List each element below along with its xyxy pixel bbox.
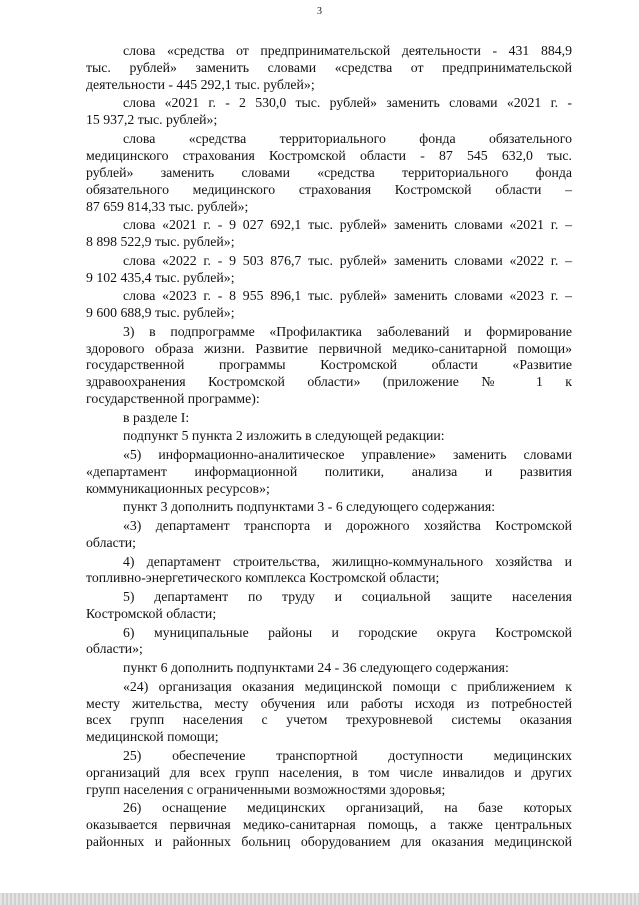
document-line: рублей» заменить словами «средства территориального фонда (86, 164, 572, 180)
document-line: 4) департамент строительства, жилищно-коммунального хозяйства и (123, 553, 572, 569)
scan-edge-strip (0, 893, 639, 905)
document-line: районных и районных больниц оборудованием для оказания медицинской (86, 834, 572, 850)
document-line: Костромской области; (86, 605, 217, 621)
document-line: 25) обеспечение транспортной доступности медицинских (123, 747, 572, 763)
document-line: области; (86, 534, 136, 550)
document-line: здравоохранения Костромской области» (приложение № 1 к (86, 374, 572, 390)
document-line: области»; (86, 641, 143, 657)
document-line: топливно-энергетического комплекса Костромской области; (86, 570, 440, 586)
document-line: слова «средства от предпринимательской деятельности - 431 884,9 (123, 43, 572, 58)
document-line: обязательного медицинского страхования Костромской области – (86, 181, 572, 197)
document-line: организаций для всех групп населения, в том числе инвалидов и других (86, 764, 572, 780)
document-line: 26) оснащение медицинских организаций, на базе которых (123, 800, 572, 816)
document-line: 15 937,2 тыс. рублей»; (86, 112, 218, 128)
document-line: медицинской помощи; (86, 729, 219, 745)
document-line: всех групп населения с учетом трехуровневой системы оказания (86, 712, 572, 728)
document-line: пункт 6 дополнить подпунктами 24 - 36 следующего содержания: (123, 660, 509, 676)
document-line: слова «средства территориального фонда обязательного (123, 130, 572, 146)
document-line: 87 659 814,33 тыс. рублей»; (86, 198, 249, 214)
document-body (86, 43, 572, 851)
document-line: «24) организация оказания медицинской помощи с приближением к (123, 678, 572, 694)
document-line: 3) в подпрограмме «Профилактика заболеваний и формирование (123, 323, 572, 339)
document-line: «3) департамент транспорта и дорожного хозяйства Костромской (123, 518, 572, 534)
document-line: пункт 3 дополнить подпунктами 3 - 6 следующего содержания: (123, 499, 496, 515)
document-line: деятельности - 445 292,1 тыс. рублей»; (86, 76, 315, 92)
document-line: в разделе I: (123, 409, 190, 425)
document-line: здорового образа жизни. Развитие первичной медико-санитарной помощи» (86, 340, 572, 356)
document-line: государственной программе): (86, 391, 260, 407)
document-line: слова «2021 г. - 9 027 692,1 тыс. рублей» заменить словами «2021 г. – (123, 217, 572, 233)
document-line: групп населения с ограниченными возможностями здоровья; (86, 781, 446, 797)
document-line: государственной программы Костромской области «Развитие (86, 357, 572, 373)
document-line: слова «2023 г. - 8 955 896,1 тыс. рублей» заменить словами «2023 г. – (123, 288, 572, 304)
document-line: оказывается первичная медико-санитарная помощь, а также центральных (86, 817, 572, 833)
document-line: медицинского страхования Костромской области - 87 545 632,0 тыс. (86, 147, 572, 163)
page-number: 3 (317, 6, 322, 17)
document-line: 9 600 688,9 тыс. рублей»; (86, 305, 235, 321)
document-line: слова «2022 г. - 9 503 876,7 тыс. рублей» заменить словами «2022 г. – (123, 252, 572, 268)
document-line: 8 898 522,9 тыс. рублей»; (86, 234, 235, 250)
document-line: подпункт 5 пункта 2 изложить в следующей редакции: (123, 428, 445, 444)
document-line: 6) муниципальные районы и городские округа Костромской (123, 624, 572, 640)
document-line: месту жительства, месту обучения или работы исходя из потребностей (86, 695, 572, 711)
document-line: 5) департамент по труду и социальной защите населения (123, 589, 572, 605)
document-line: «5) информационно-аналитическое управление» заменить словами (123, 447, 572, 463)
document-line: слова «2021 г. - 2 530,0 тыс. рублей» заменить словами «2021 г. - (123, 95, 572, 111)
document-line: коммуникационных ресурсов»; (86, 480, 270, 496)
document-line: 9 102 435,4 тыс. рублей»; (86, 269, 235, 285)
document-line: «департамент информационной политики, анализа и развития (86, 463, 572, 479)
document-line: тыс. рублей» заменить словами «средства от предпринимательской (86, 59, 572, 75)
